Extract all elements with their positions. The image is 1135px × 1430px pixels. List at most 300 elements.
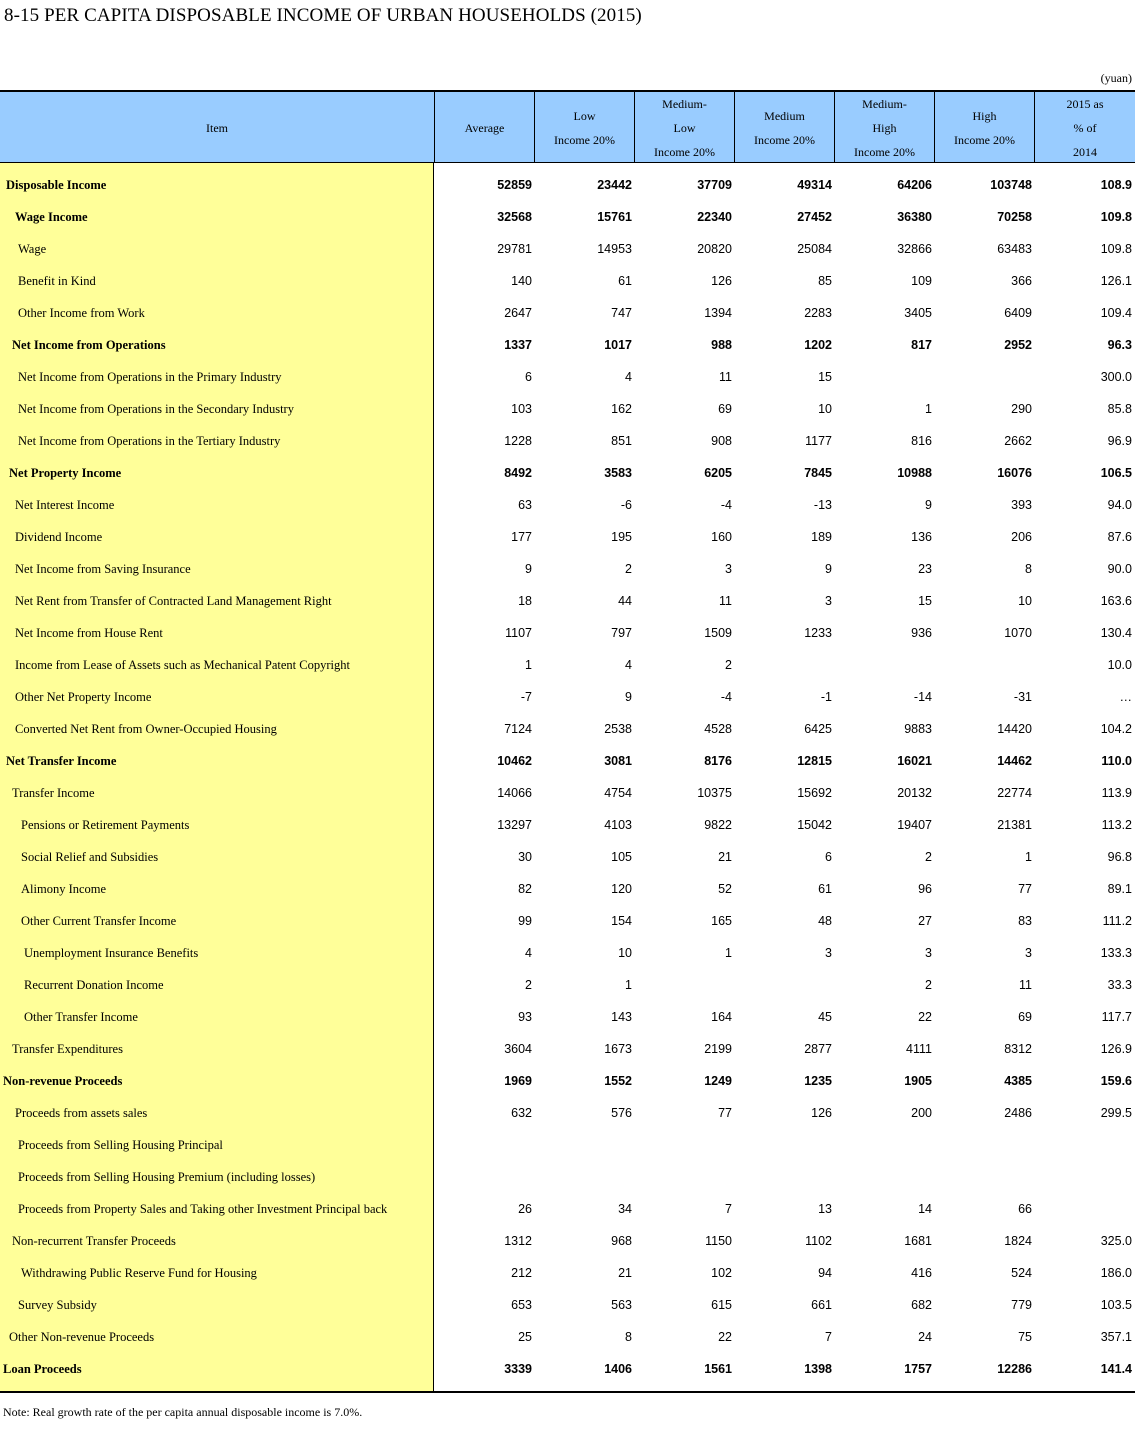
row-label: Net Income from House Rent xyxy=(15,626,163,640)
cell-low-income: 4 xyxy=(625,370,632,384)
cell-high-income: 10 xyxy=(1018,594,1032,608)
cell-medium-low-income: 1249 xyxy=(704,1074,732,1088)
cell-low-income: 120 xyxy=(611,882,632,896)
row-label: Disposable Income xyxy=(6,178,107,192)
cell-low-income: 23442 xyxy=(597,178,632,192)
header-line: Low xyxy=(573,108,596,123)
row-label: Dividend Income xyxy=(15,530,103,544)
cell-high-income: 77 xyxy=(1018,882,1032,896)
cell-medium-low-income: 2 xyxy=(725,658,732,672)
cell-pct-of-2014: 126.1 xyxy=(1100,274,1132,288)
cell-medium-low-income: 8176 xyxy=(704,754,732,768)
table-row xyxy=(0,1129,1135,1161)
cell-pct-of-2014: 103.5 xyxy=(1100,1298,1132,1312)
row-label: Other Non-revenue Proceeds xyxy=(9,1330,155,1344)
cell-pct-of-2014: 111.2 xyxy=(1102,914,1132,928)
cell-medium-low-income: 164 xyxy=(711,1010,732,1024)
cell-average: 1969 xyxy=(504,1074,532,1088)
cell-pct-of-2014: 117.7 xyxy=(1101,1010,1132,1024)
cell-medium-high-income: 16021 xyxy=(897,754,932,768)
table-row xyxy=(0,361,1135,393)
cell-high-income: 11 xyxy=(1019,978,1032,992)
table-row xyxy=(0,841,1135,873)
cell-medium-income: 61 xyxy=(818,882,832,896)
table-row xyxy=(0,169,1135,201)
cell-pct-of-2014: 130.4 xyxy=(1100,626,1132,640)
cell-average: 8492 xyxy=(504,466,532,480)
cell-average: 2 xyxy=(525,978,532,992)
cell-average: 3604 xyxy=(504,1042,532,1056)
table-row xyxy=(0,1161,1135,1193)
cell-pct-of-2014: 106.5 xyxy=(1100,466,1132,480)
cell-medium-high-income: 136 xyxy=(911,530,932,544)
row-label: Withdrawing Public Reserve Fund for Housing xyxy=(21,1266,257,1280)
cell-low-income: 44 xyxy=(618,594,632,608)
table-row xyxy=(0,1257,1135,1289)
header-line: % of xyxy=(1073,120,1097,135)
cell-low-income: 61 xyxy=(618,274,632,288)
page-title: 8-15 PER CAPITA DISPOSABLE INCOME OF URBAN HOUSEHOLDS (2015) xyxy=(4,5,642,26)
cell-pct-of-2014: 108.9 xyxy=(1100,178,1132,192)
cell-high-income: 83 xyxy=(1018,914,1032,928)
cell-medium-high-income: -14 xyxy=(913,690,932,704)
table-row xyxy=(0,617,1135,649)
cell-high-income: 103748 xyxy=(990,178,1032,192)
row-label: Pensions or Retirement Payments xyxy=(21,818,190,832)
header-low-income xyxy=(534,92,634,163)
cell-medium-income: 15692 xyxy=(797,786,832,800)
cell-medium-income: 6 xyxy=(825,850,832,864)
cell-pct-of-2014: 163.6 xyxy=(1100,594,1132,608)
cell-low-income: 851 xyxy=(611,434,632,448)
cell-high-income: 4385 xyxy=(1004,1074,1032,1088)
header-line: 2014 xyxy=(1073,144,1097,159)
cell-medium-income: 48 xyxy=(818,914,832,928)
cell-pct-of-2014: 33.3 xyxy=(1107,978,1132,992)
cell-medium-low-income: 102 xyxy=(711,1266,732,1280)
table-row xyxy=(0,1097,1135,1129)
cell-medium-income: -1 xyxy=(820,690,832,704)
cell-medium-low-income: 69 xyxy=(718,402,732,416)
cell-pct-of-2014: 325.0 xyxy=(1100,1234,1132,1248)
row-label: Survey Subsidy xyxy=(18,1298,97,1312)
row-label: Wage xyxy=(18,242,47,256)
cell-pct-of-2014: 96.8 xyxy=(1107,850,1132,864)
cell-medium-income: 1177 xyxy=(805,434,832,448)
header-line: Medium xyxy=(764,108,805,123)
cell-medium-income: 15 xyxy=(818,370,832,384)
cell-average: 82 xyxy=(518,882,532,896)
cell-medium-income: 7 xyxy=(825,1330,832,1344)
cell-medium-high-income: 36380 xyxy=(897,210,932,224)
cell-low-income: 4103 xyxy=(604,818,632,832)
cell-high-income: 779 xyxy=(1011,1298,1032,1312)
cell-average: 4 xyxy=(525,946,532,960)
cell-pct-of-2014: 89.1 xyxy=(1107,882,1132,896)
cell-pct-of-2014: 96.9 xyxy=(1107,434,1132,448)
cell-medium-low-income: 4528 xyxy=(704,722,732,736)
header-medium-low-income xyxy=(634,92,734,163)
row-label: Loan Proceeds xyxy=(3,1362,82,1376)
cell-low-income: 9 xyxy=(625,690,632,704)
cell-pct-of-2014: 90.0 xyxy=(1107,562,1132,576)
cell-medium-income: -13 xyxy=(813,498,832,512)
cell-low-income: 4 xyxy=(625,658,632,672)
cell-medium-low-income: -4 xyxy=(720,690,732,704)
cell-medium-high-income: 2 xyxy=(925,850,932,864)
cell-pct-of-2014: 94.0 xyxy=(1107,498,1132,512)
cell-low-income: 2538 xyxy=(604,722,632,736)
cell-high-income: 1 xyxy=(1025,850,1032,864)
cell-pct-of-2014: 109.8 xyxy=(1100,210,1132,224)
cell-average: -7 xyxy=(520,690,532,704)
cell-medium-low-income: 11 xyxy=(719,594,732,608)
cell-medium-low-income: 126 xyxy=(711,274,732,288)
cell-high-income: 206 xyxy=(1011,530,1032,544)
cell-medium-high-income: 109 xyxy=(911,274,932,288)
cell-pct-of-2014: 159.6 xyxy=(1100,1074,1132,1088)
cell-low-income: 2 xyxy=(625,562,632,576)
cell-medium-income: 49314 xyxy=(797,178,832,192)
cell-medium-low-income: 615 xyxy=(711,1298,732,1312)
cell-high-income: 8 xyxy=(1025,562,1032,576)
header-line: High xyxy=(872,120,897,135)
row-label: Proceeds from Selling Housing Principal xyxy=(18,1138,223,1152)
cell-medium-high-income: 200 xyxy=(911,1106,932,1120)
cell-medium-low-income: 1394 xyxy=(704,306,732,320)
cell-medium-low-income: 21 xyxy=(718,850,732,864)
cell-medium-high-income: 1757 xyxy=(904,1362,932,1376)
cell-medium-income: 9 xyxy=(825,562,832,576)
cell-medium-income: 13 xyxy=(818,1202,832,1216)
cell-medium-income: 25084 xyxy=(797,242,832,256)
row-label: Non-revenue Proceeds xyxy=(3,1074,123,1088)
cell-average: 9 xyxy=(525,562,532,576)
cell-medium-high-income: 23 xyxy=(918,562,932,576)
cell-high-income: 75 xyxy=(1018,1330,1032,1344)
cell-medium-high-income: 20132 xyxy=(897,786,932,800)
cell-pct-of-2014: 299.5 xyxy=(1100,1106,1132,1120)
cell-medium-high-income: 936 xyxy=(911,626,932,640)
cell-low-income: 162 xyxy=(611,402,632,416)
cell-medium-high-income: 24 xyxy=(918,1330,932,1344)
cell-medium-low-income: 37709 xyxy=(697,178,732,192)
cell-medium-low-income: 3 xyxy=(725,562,732,576)
cell-medium-low-income: 1 xyxy=(725,946,732,960)
cell-medium-income: 1102 xyxy=(805,1234,832,1248)
cell-pct-of-2014: 141.4 xyxy=(1100,1362,1132,1376)
cell-average: 1312 xyxy=(504,1234,532,1248)
row-label: Unemployment Insurance Benefits xyxy=(24,946,199,960)
row-label: Income from Lease of Assets such as Mechanical Patent Copyright xyxy=(15,658,350,672)
cell-average: 30 xyxy=(518,850,532,864)
cell-average: 103 xyxy=(511,402,532,416)
cell-medium-low-income: 11 xyxy=(719,370,732,384)
cell-medium-high-income: 9883 xyxy=(904,722,932,736)
cell-medium-low-income: 908 xyxy=(711,434,732,448)
cell-average: 140 xyxy=(511,274,532,288)
cell-pct-of-2014: 87.6 xyxy=(1107,530,1132,544)
cell-medium-high-income: 416 xyxy=(911,1266,932,1280)
row-label: Net Income from Operations in the Tertiary Industry xyxy=(18,434,281,448)
table-row xyxy=(0,521,1135,553)
cell-medium-low-income: 77 xyxy=(718,1106,732,1120)
table-row xyxy=(0,425,1135,457)
cell-medium-high-income: 817 xyxy=(911,338,932,352)
cell-medium-income: 1202 xyxy=(804,338,832,352)
cell-pct-of-2014: 110.0 xyxy=(1101,754,1132,768)
cell-high-income: 14462 xyxy=(997,754,1032,768)
row-label: Net Income from Operations in the Secondary Industry xyxy=(18,402,294,416)
cell-medium-high-income: 27 xyxy=(918,914,932,928)
table-row xyxy=(0,329,1135,361)
cell-average: 29781 xyxy=(497,242,532,256)
cell-low-income: 968 xyxy=(611,1234,632,1248)
cell-high-income: 366 xyxy=(1011,274,1032,288)
cell-medium-high-income: 3405 xyxy=(904,306,932,320)
row-label: Transfer Expenditures xyxy=(12,1042,123,1056)
cell-medium-high-income: 96 xyxy=(918,882,932,896)
table-row xyxy=(0,553,1135,585)
cell-medium-income: 10 xyxy=(818,402,832,416)
header-line: High xyxy=(972,108,997,123)
row-label: Benefit in Kind xyxy=(18,274,96,288)
cell-pct-of-2014: 104.2 xyxy=(1100,722,1132,736)
cell-average: 10462 xyxy=(497,754,532,768)
cell-average: 63 xyxy=(518,498,532,512)
cell-low-income: 14953 xyxy=(597,242,632,256)
cell-medium-low-income: 7 xyxy=(725,1202,732,1216)
cell-pct-of-2014: 113.2 xyxy=(1101,818,1132,832)
cell-low-income: 576 xyxy=(611,1106,632,1120)
table-row xyxy=(0,905,1135,937)
cell-medium-high-income: 32866 xyxy=(897,242,932,256)
cell-medium-income: 7845 xyxy=(804,466,832,480)
row-label: Net Interest Income xyxy=(15,498,115,512)
cell-medium-income: 15042 xyxy=(797,818,832,832)
cell-medium-low-income: 52 xyxy=(718,882,732,896)
header-high-income xyxy=(934,92,1034,163)
cell-medium-low-income: 20820 xyxy=(697,242,732,256)
cell-medium-low-income: 22 xyxy=(718,1330,732,1344)
cell-high-income: 524 xyxy=(1011,1266,1032,1280)
cell-pct-of-2014: 357.1 xyxy=(1100,1330,1132,1344)
cell-medium-income: 27452 xyxy=(797,210,832,224)
cell-pct-of-2014: 96.3 xyxy=(1107,338,1132,352)
table-row xyxy=(0,873,1135,905)
cell-pct-of-2014: 186.0 xyxy=(1100,1266,1132,1280)
cell-medium-high-income: 1 xyxy=(925,402,932,416)
table-row xyxy=(0,233,1135,265)
cell-high-income: 1070 xyxy=(1004,626,1032,640)
cell-medium-low-income: 165 xyxy=(711,914,732,928)
cell-high-income: 66 xyxy=(1018,1202,1032,1216)
header-pct-of-2014 xyxy=(1034,92,1135,163)
header-line: Income 20% xyxy=(954,132,1015,147)
cell-medium-high-income: 1681 xyxy=(904,1234,932,1248)
cell-average: 1107 xyxy=(505,626,532,640)
cell-average: 6 xyxy=(525,370,532,384)
cell-high-income: 63483 xyxy=(997,242,1032,256)
header-line: Income 20% xyxy=(754,132,815,147)
header-item xyxy=(0,92,434,163)
cell-average: 93 xyxy=(518,1010,532,1024)
table-row xyxy=(0,745,1135,777)
cell-average: 13297 xyxy=(497,818,532,832)
cell-medium-low-income: 9822 xyxy=(704,818,732,832)
cell-average: 177 xyxy=(511,530,532,544)
table-row xyxy=(0,201,1135,233)
cell-medium-high-income: 816 xyxy=(911,434,932,448)
cell-medium-low-income: 2199 xyxy=(704,1042,732,1056)
cell-pct-of-2014: 109.4 xyxy=(1100,306,1132,320)
cell-medium-high-income: 682 xyxy=(911,1298,932,1312)
cell-low-income: 3081 xyxy=(604,754,632,768)
cell-medium-low-income: 160 xyxy=(711,530,732,544)
cell-medium-high-income: 1905 xyxy=(904,1074,932,1088)
cell-medium-high-income: 22 xyxy=(918,1010,932,1024)
cell-medium-low-income: 988 xyxy=(711,338,732,352)
cell-low-income: 1673 xyxy=(604,1042,632,1056)
cell-medium-income: 3 xyxy=(825,946,832,960)
cell-average: 18 xyxy=(518,594,532,608)
table-row xyxy=(0,777,1135,809)
cell-average: 26 xyxy=(518,1202,532,1216)
table-row xyxy=(0,1321,1135,1353)
cell-low-income: 1552 xyxy=(604,1074,632,1088)
row-label: Net Rent from Transfer of Contracted Land Management Right xyxy=(15,594,332,608)
footnote: Note: Real growth rate of the per capita annual disposable income is 7.0%. xyxy=(3,1405,363,1419)
cell-medium-income: 6425 xyxy=(804,722,832,736)
cell-low-income: 143 xyxy=(611,1010,632,1024)
cell-medium-income: 189 xyxy=(811,530,832,544)
cell-high-income: -31 xyxy=(1013,690,1032,704)
row-label: Proceeds from assets sales xyxy=(15,1106,148,1120)
cell-average: 212 xyxy=(511,1266,532,1280)
cell-low-income: 4754 xyxy=(604,786,632,800)
cell-low-income: 1 xyxy=(625,978,632,992)
row-label: Net Income from Saving Insurance xyxy=(15,562,191,576)
table-row xyxy=(0,1225,1135,1257)
cell-medium-low-income: 10375 xyxy=(697,786,732,800)
cell-medium-income: 12815 xyxy=(797,754,832,768)
cell-low-income: 15761 xyxy=(597,210,632,224)
cell-low-income: 154 xyxy=(611,914,632,928)
header-medium-high-income xyxy=(834,92,934,163)
cell-average: 2647 xyxy=(504,306,532,320)
row-label: Recurrent Donation Income xyxy=(24,978,164,992)
cell-average: 32568 xyxy=(497,210,532,224)
table-row xyxy=(0,457,1135,489)
row-label: Net Income from Operations in the Primary Industry xyxy=(18,370,282,384)
cell-medium-low-income: -4 xyxy=(720,498,732,512)
row-label: Other Net Property Income xyxy=(15,690,152,704)
row-label: Non-recurrent Transfer Proceeds xyxy=(12,1234,176,1248)
cell-average: 14066 xyxy=(497,786,532,800)
cell-low-income: 105 xyxy=(611,850,632,864)
cell-low-income: 563 xyxy=(611,1298,632,1312)
cell-medium-high-income: 3 xyxy=(925,946,932,960)
cell-high-income: 8312 xyxy=(1004,1042,1032,1056)
cell-high-income: 2662 xyxy=(1004,434,1032,448)
row-label: Alimony Income xyxy=(21,882,107,896)
header-line: 2015 as xyxy=(1066,96,1104,111)
cell-high-income: 2952 xyxy=(1004,338,1032,352)
cell-average: 1337 xyxy=(504,338,532,352)
cell-medium-high-income: 15 xyxy=(918,594,932,608)
cell-medium-high-income: 19407 xyxy=(897,818,932,832)
row-label: Other Income from Work xyxy=(18,306,145,320)
cell-medium-income: 2877 xyxy=(804,1042,832,1056)
cell-average: 99 xyxy=(518,914,532,928)
table-row xyxy=(0,489,1135,521)
table-row xyxy=(0,937,1135,969)
cell-low-income: 1017 xyxy=(604,338,632,352)
cell-average: 3339 xyxy=(504,1362,532,1376)
cell-medium-income: 2283 xyxy=(804,306,832,320)
header-line: Income 20% xyxy=(654,144,715,159)
cell-high-income: 14420 xyxy=(997,722,1032,736)
cell-average: 25 xyxy=(518,1330,532,1344)
cell-low-income: -6 xyxy=(620,498,632,512)
row-label: Transfer Income xyxy=(12,786,95,800)
header-line: Medium- xyxy=(862,96,907,111)
row-label: Proceeds from Selling Housing Premium (including losses) xyxy=(18,1170,316,1184)
cell-medium-low-income: 1150 xyxy=(705,1234,732,1248)
cell-low-income: 21 xyxy=(618,1266,632,1280)
cell-pct-of-2014: … xyxy=(1119,690,1132,704)
table-body xyxy=(0,163,1135,1393)
cell-medium-high-income: 2 xyxy=(925,978,932,992)
table-row xyxy=(0,809,1135,841)
table-row xyxy=(0,297,1135,329)
table-row xyxy=(0,1065,1135,1097)
header-line: Item xyxy=(206,120,228,135)
cell-pct-of-2014: 113.9 xyxy=(1101,786,1132,800)
cell-high-income: 1824 xyxy=(1004,1234,1032,1248)
cell-medium-income: 85 xyxy=(818,274,832,288)
cell-pct-of-2014: 10.0 xyxy=(1107,658,1132,672)
cell-medium-low-income: 1509 xyxy=(704,626,732,640)
header-medium-income xyxy=(734,92,834,163)
cell-high-income: 393 xyxy=(1011,498,1032,512)
cell-average: 7124 xyxy=(504,722,532,736)
cell-high-income: 69 xyxy=(1018,1010,1032,1024)
row-label: Net Transfer Income xyxy=(6,754,117,768)
cell-medium-low-income: 1561 xyxy=(704,1362,732,1376)
cell-medium-income: 661 xyxy=(811,1298,832,1312)
row-label: Social Relief and Subsidies xyxy=(21,850,159,864)
header-line: Low xyxy=(673,120,696,135)
row-label: Other Current Transfer Income xyxy=(21,914,177,928)
cell-high-income: 21381 xyxy=(997,818,1032,832)
cell-medium-income: 1233 xyxy=(804,626,832,640)
cell-low-income: 195 xyxy=(611,530,632,544)
table-row xyxy=(0,1033,1135,1065)
row-label: Proceeds from Property Sales and Taking other Investment Principal back xyxy=(18,1202,388,1216)
cell-medium-income: 45 xyxy=(818,1010,832,1024)
cell-medium-income: 1398 xyxy=(804,1362,832,1376)
cell-average: 632 xyxy=(511,1106,532,1120)
cell-high-income: 6409 xyxy=(1004,306,1032,320)
table-row xyxy=(0,1001,1135,1033)
cell-medium-income: 1235 xyxy=(804,1074,832,1088)
cell-average: 1228 xyxy=(504,434,532,448)
table-row xyxy=(0,1289,1135,1321)
cell-medium-high-income: 9 xyxy=(925,498,932,512)
header-average xyxy=(434,92,534,163)
cell-average: 653 xyxy=(511,1298,532,1312)
